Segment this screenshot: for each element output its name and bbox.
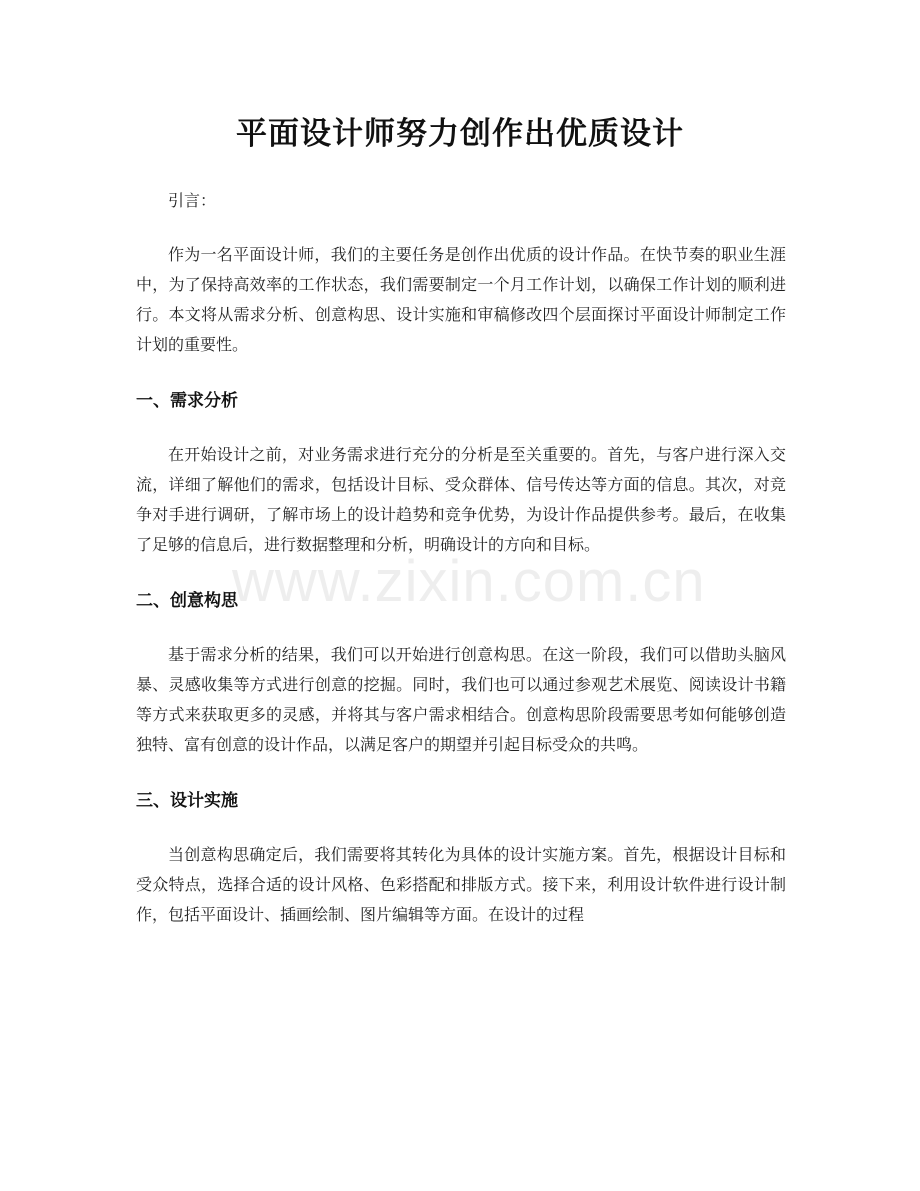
spacer: [136, 560, 786, 586]
section-heading-requirements: 一、需求分析: [136, 391, 238, 411]
spacer: [136, 616, 786, 640]
spacer: [136, 816, 786, 840]
intro-paragraph: 作为一名平面设计师，我们的主要任务是创作出优质的设计作品。在快节奏的职业生涯中，为了保持高效率的工作状态，我们需要制定一个月工作计划，以确保工作计划的顺利进行。本文将从需求分析、创意构思、设计实施和审稿修改四个层面探讨平面设计师制定工作计划的重要性。: [136, 245, 786, 354]
section-paragraph-requirements: 在开始设计之前，对业务需求进行充分的分析是至关重要的。首先，与客户进行深入交流，详细了解他们的需求，包括设计目标、受众群体、信号传达等方面的信息。其次，对竞争对手进行调研，了解市场上的设计趋势和竞争优势，为设计作品提供参考。最后，在收集了足够的信息后，进行数据整理和分析，明确设计的方向和目标。: [136, 445, 786, 554]
watermark: www.zixin.com.cn: [232, 549, 706, 614]
spacer: [136, 360, 786, 386]
spacer: [136, 216, 786, 240]
section-paragraph-implementation: 当创意构思确定后，我们需要将其转化为具体的设计实施方案。首先，根据设计目标和受众特点，选择合适的设计风格、色彩搭配和排版方式。接下来，利用设计软件进行设计制作，包括平面设计、插画绘制、图片编辑等方面。在设计的过程: [136, 845, 786, 924]
spacer: [136, 416, 786, 440]
document-title: 平面设计师努力创作出优质设计: [236, 116, 684, 152]
section-heading-implementation: 三、设计实施: [136, 791, 238, 811]
section-heading-ideation: 二、创意构思: [136, 591, 238, 611]
document-body: [136, 186, 786, 930]
intro-label: 引言：: [168, 191, 217, 210]
spacer: [136, 760, 786, 786]
section-paragraph-ideation: 基于需求分析的结果，我们可以开始进行创意构思。在这一阶段，我们可以借助头脑风暴、灵感收集等方式进行创意的挖掘。同时，我们也可以通过参观艺术展览、阅读设计书籍等方式来获取更多的灵感，并将其与客户需求相结合。创意构思阶段需要思考如何能够创造独特、富有创意的设计作品，以满足客户的期望并引起目标受众的共鸣。: [136, 645, 786, 754]
